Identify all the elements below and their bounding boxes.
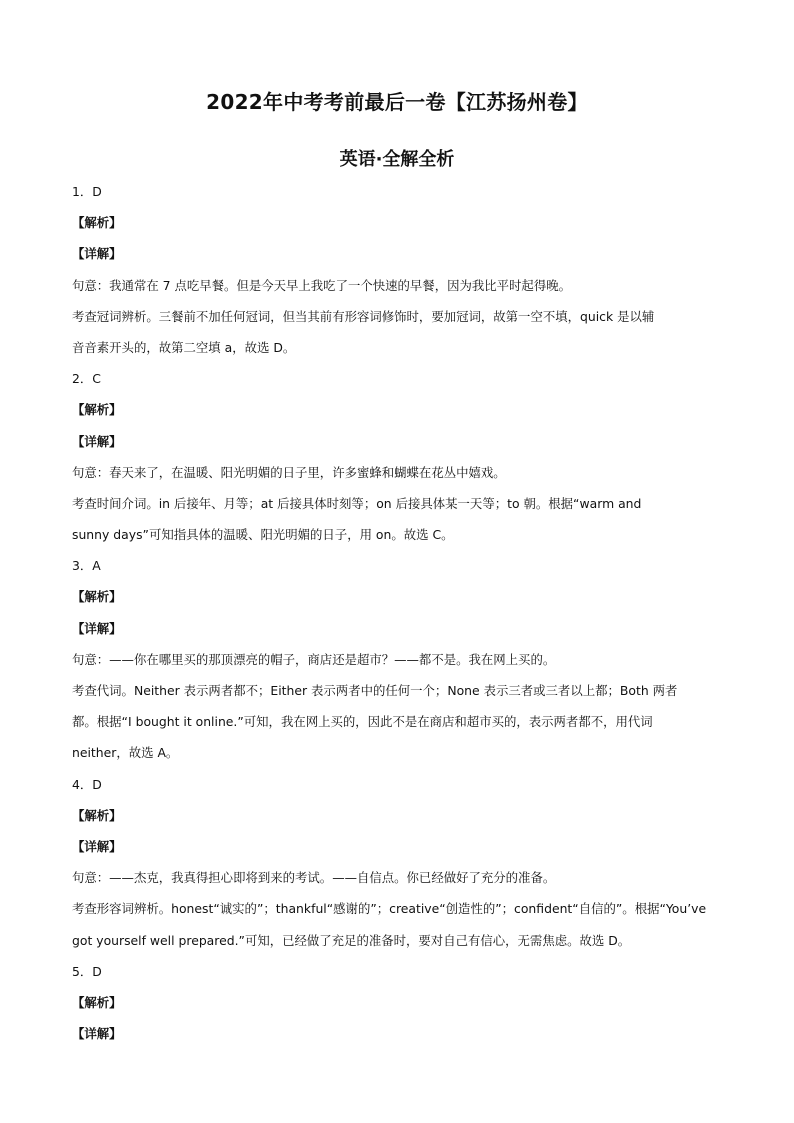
- question-5-analysis-label: 【解析】: [72, 994, 122, 1010]
- page-subtitle: 英语·全解全析: [339, 149, 455, 170]
- question-1-line-1: 句意：我通常在 7 点吃早餐。但是今天早上我吃了一个快速的早餐，因为我比平时起得晚。: [72, 277, 571, 293]
- question-1-number: 1．D: [72, 184, 102, 199]
- question-4-number: 4．D: [72, 776, 102, 792]
- question-2-analysis-label: 【解析】: [72, 402, 122, 418]
- question-2-line-3: sunny days”可知指具体的温暖、阳光明媚的日子，用 on。故选 C。: [72, 527, 454, 543]
- question-4-line-1: 句意：——杰克，我真得担心即将到来的考试。——自信点。你已经做好了充分的准备。: [72, 870, 556, 886]
- question-1-line-2: 考查冠词辨析。三餐前不加任何冠词，但当其前有形容词修饰时，要加冠词，故第一空不填，quick 是以辅: [72, 308, 655, 324]
- question-4-line-2: 考查形容词辨析。honest“诚实的”；thankful“感谢的”；creative“创造性的”；confident“自信的”。根据“You’ve: [72, 901, 707, 917]
- question-2-line-2: 考查时间介词。in 后接年、月等；at 后接具体时刻等；on 后接具体某一天等；to 朝。根据“warm and: [72, 495, 642, 511]
- question-4-line-3: got yourself well prepared.”可知，已经做了充足的准备时，要对自己有信心，无需焦虑。故选 D。: [72, 932, 631, 948]
- page-title: 2022年中考考前最后一卷【江苏扬州卷】: [206, 90, 588, 114]
- question-1-line-3: 音音素开头的，故第二空填 a，故选 D。: [72, 339, 296, 355]
- question-4-detail-label: 【详解】: [72, 838, 122, 854]
- question-3-detail-label: 【详解】: [72, 620, 122, 636]
- question-2-line-1: 句意：春天来了，在温暖、阳光明媚的日子里，许多蜜蜂和蝴蝶在花丛中嬉戏。: [72, 464, 506, 480]
- question-3-line-3: 都。根据“I bought it online.”可知，我在网上买的，因此不是在商店和超市买的，表示两者都不，用代词: [72, 714, 653, 730]
- answer-content: [72, 176, 726, 1049]
- question-5-number: 5．D: [72, 963, 102, 979]
- question-3-analysis-label: 【解析】: [72, 589, 122, 605]
- question-2-number: 2．C: [72, 371, 101, 387]
- question-5-detail-label: 【详解】: [72, 1026, 122, 1042]
- question-3-line-1: 句意：——你在哪里买的那顶漂亮的帽子，商店还是超市？——都不是。我在网上买的。: [72, 651, 556, 667]
- question-3-line-4: neither，故选 A。: [72, 745, 179, 761]
- question-3-number: 3．A: [72, 558, 101, 574]
- question-1-analysis-label: 【解析】: [72, 215, 122, 231]
- question-1-detail-label: 【详解】: [72, 246, 122, 262]
- question-3-line-2: 考查代词。Neither 表示两者都不；Either 表示两者中的任何一个；None 表示三者或三者以上都；Both 两者: [72, 683, 678, 698]
- question-4-analysis-label: 【解析】: [72, 807, 122, 823]
- question-2-detail-label: 【详解】: [72, 433, 122, 449]
